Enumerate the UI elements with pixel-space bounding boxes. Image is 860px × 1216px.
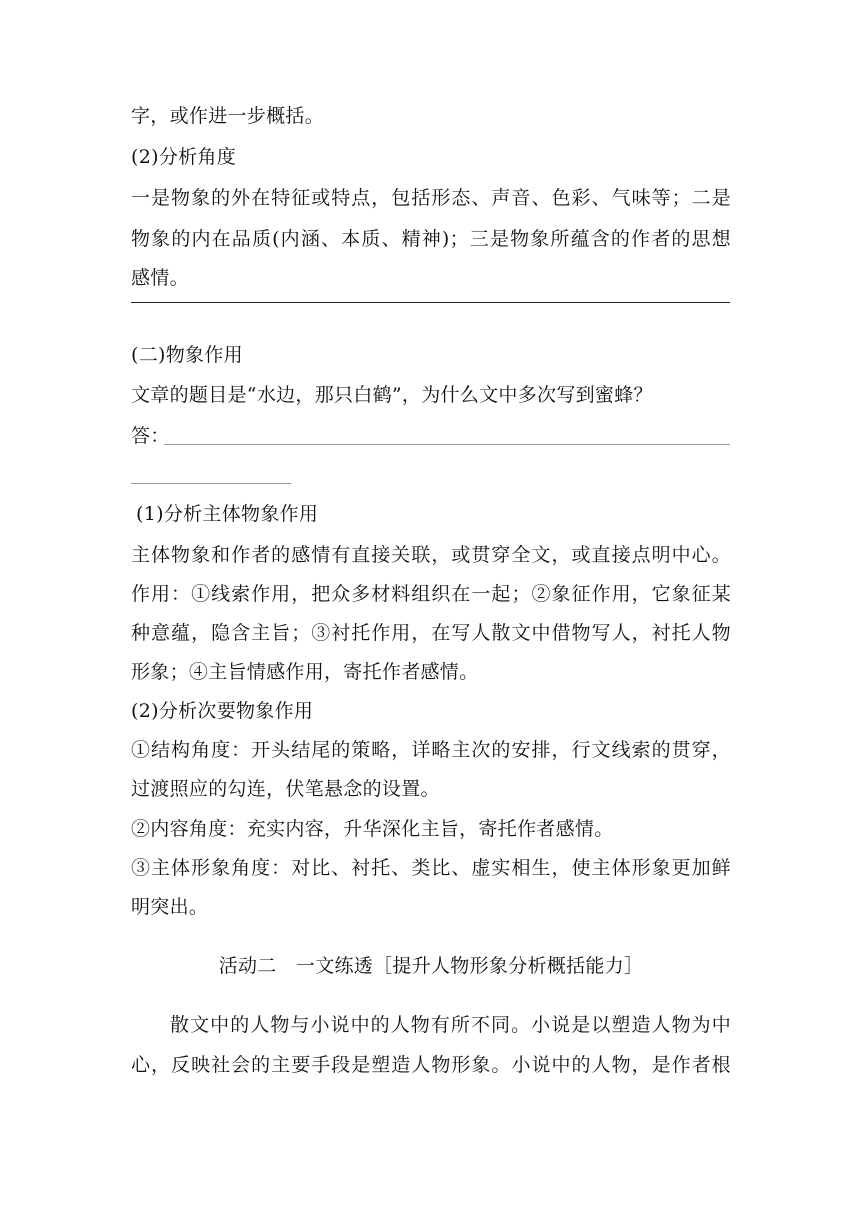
activity-title: 活动二 一文练透［提升人物形象分析概括能力］ [218, 955, 644, 977]
angle-text-line-2: 物象的内在品质(内涵、本质、精神)；三是物象所蕴含的作者的思想 [131, 228, 731, 250]
sub2-text-line-1: ①结构角度：开头结尾的策略，详略主次的安排，行文线索的贯穿， [131, 739, 731, 761]
activity-para-line-1: 散文中的人物与小说中的人物有所不同。小说是以塑造人物为中 [170, 1014, 731, 1036]
sub1-text-line-4: 形象；④主旨情感作用，寄托作者感情。 [131, 661, 479, 683]
sub2-text-line-2: 过渡照应的勾连，伏笔悬念的设置。 [131, 778, 440, 800]
heading-analysis-angle: (2)分析角度 [131, 146, 237, 168]
text-line-continuation: 字，或作进一步概括。 [131, 105, 325, 127]
angle-text-line-3: 感情。 [131, 267, 189, 289]
sub1-text-line-3: 种意蕴，隐含主旨；③衬托作用，在写人散文中借物写人，衬托人物 [131, 622, 731, 644]
question-text: 文章的题目是“水边，那只白鹤”，为什么文中多次写到蜜蜂？ [131, 384, 653, 406]
answer-label: 答： [131, 425, 170, 447]
sub1-heading: (1)分析主体物象作用 [136, 503, 319, 525]
sub1-text-line-2: 作用：①线索作用，把众多材料组织在一起；②象征作用，它象征某 [131, 583, 731, 605]
sub2-text-line-4: ③主体形象角度：对比、衬托、类比、虚实相生，使主体形象更加鲜 [131, 857, 731, 879]
section-divider [131, 302, 730, 303]
sub2-heading: (2)分析次要物象作用 [131, 700, 314, 722]
activity-para-line-2: 心，反映社会的主要手段是塑造人物形象。小说中的人物，是作者根 [131, 1054, 731, 1076]
answer-blank-line-2[interactable] [131, 483, 291, 484]
sub2-text-line-5: 明突出。 [131, 896, 209, 918]
heading-image-function: (二)物象作用 [131, 344, 243, 366]
sub1-text-line-1: 主体物象和作者的感情有直接关联，或贯穿全文，或直接点明中心。 [131, 544, 731, 566]
angle-text-line-1: 一是物象的外在特征或特点，包括形态、声音、色彩、气味等；二是 [131, 187, 731, 209]
answer-blank-line-1[interactable] [164, 444, 730, 445]
sub2-text-line-3: ②内容角度：充实内容，升华深化主旨，寄托作者感情。 [131, 818, 614, 840]
